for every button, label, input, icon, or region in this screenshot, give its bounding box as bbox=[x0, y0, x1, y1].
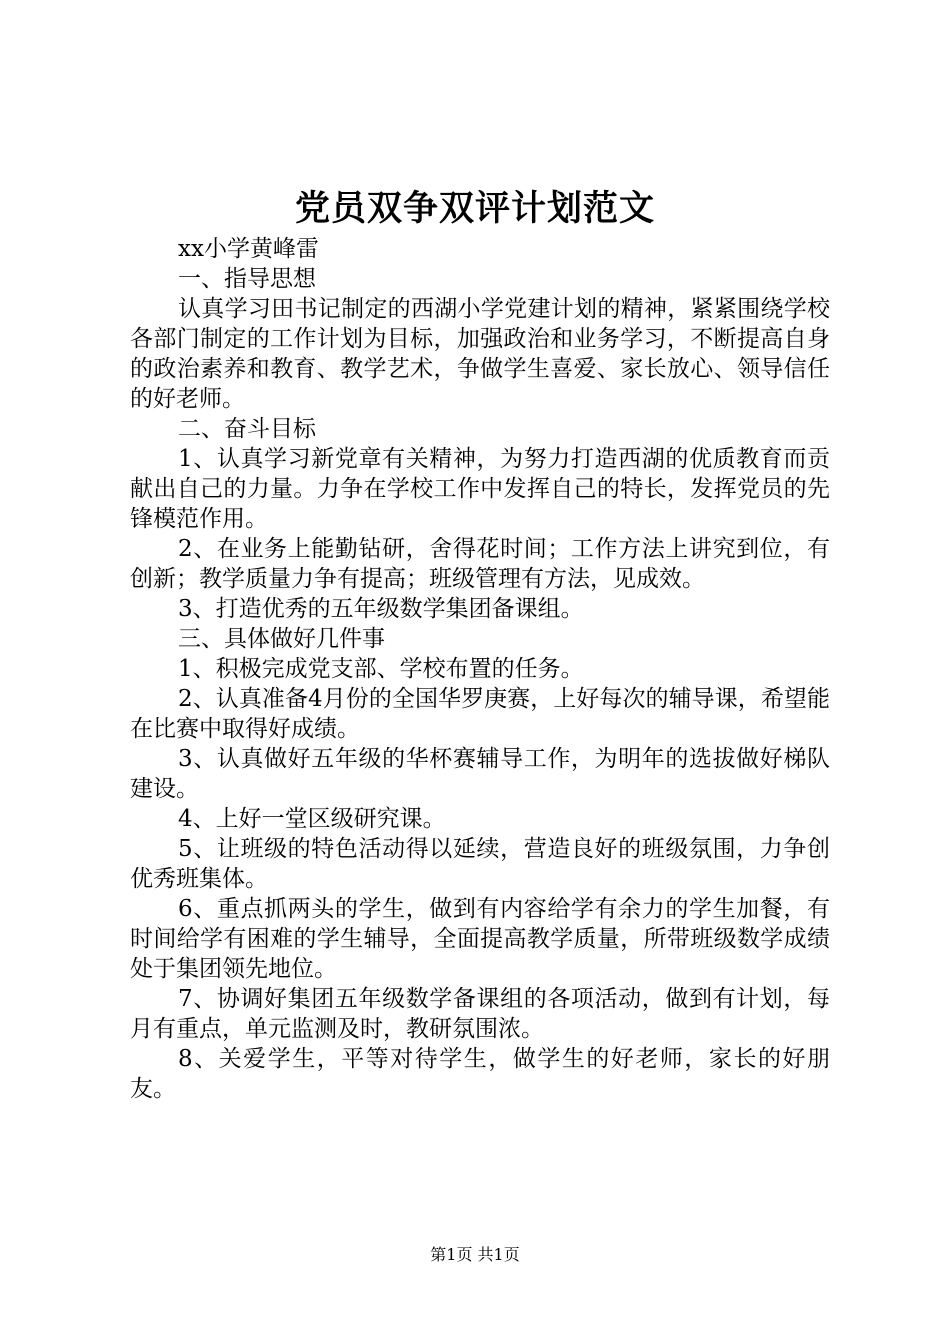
paragraph: 1、认真学习新党章有关精神，为努力打造西湖的优质教育而贡献出自己的力量。力争在学校工作中发挥自己的特长，发挥党员的先锋模范作用。 bbox=[130, 446, 830, 532]
author-line: xx小学黄峰雷 bbox=[178, 236, 319, 262]
document-body bbox=[130, 234, 830, 1104]
page-footer: 第1页 共1页 bbox=[430, 1245, 520, 1264]
paragraph: 5、让班级的特色活动得以延续，营造良好的班级氛围，力争创优秀班集体。 bbox=[130, 836, 830, 892]
paragraph: 4、上好一堂区级研究课。 bbox=[178, 806, 446, 832]
section-heading-goals: 二、奋斗目标 bbox=[178, 416, 316, 442]
section-heading-guiding-thought: 一、指导思想 bbox=[178, 266, 316, 292]
paragraph: 2、在业务上能勤钻研，舍得花时间；工作方法上讲究到位，有创新；教学质量力争有提高；班级管理有方法，见成效。 bbox=[130, 536, 830, 592]
paragraph: 8、关爱学生，平等对待学生，做学生的好老师，家长的好朋友。 bbox=[130, 1046, 830, 1102]
paragraph: 认真学习田书记制定的西湖小学党建计划的精神，紧紧围绕学校各部门制定的工作计划为目标，加强政治和业务学习，不断提高自身的政治素养和教育、教学艺术，争做学生喜爱、家长放心、领导信任的好老师。 bbox=[130, 296, 830, 412]
paragraph: 6、重点抓两头的学生，做到有内容给学有余力的学生加餐，有时间给学有困难的学生辅导，全面提高教学质量，所带班级数学成绩处于集团领先地位。 bbox=[130, 896, 830, 982]
paragraph: 3、打造优秀的五年级数学集团备课组。 bbox=[178, 596, 584, 622]
section-heading-tasks: 三、具体做好几件事 bbox=[178, 626, 385, 652]
paragraph: 3、认真做好五年级的华杯赛辅导工作，为明年的选拔做好梯队建设。 bbox=[130, 746, 830, 802]
paragraph: 7、协调好集团五年级数学备课组的各项活动，做到有计划，每月有重点，单元监测及时，教研氛围浓。 bbox=[130, 986, 830, 1042]
paragraph: 2、认真准备4月份的全国华罗庚赛，上好每次的辅导课，希望能在比赛中取得好成绩。 bbox=[130, 686, 830, 742]
document-title: 党员双争双评计划范文 bbox=[294, 188, 655, 229]
paragraph: 1、积极完成党支部、学校布置的任务。 bbox=[178, 656, 584, 682]
